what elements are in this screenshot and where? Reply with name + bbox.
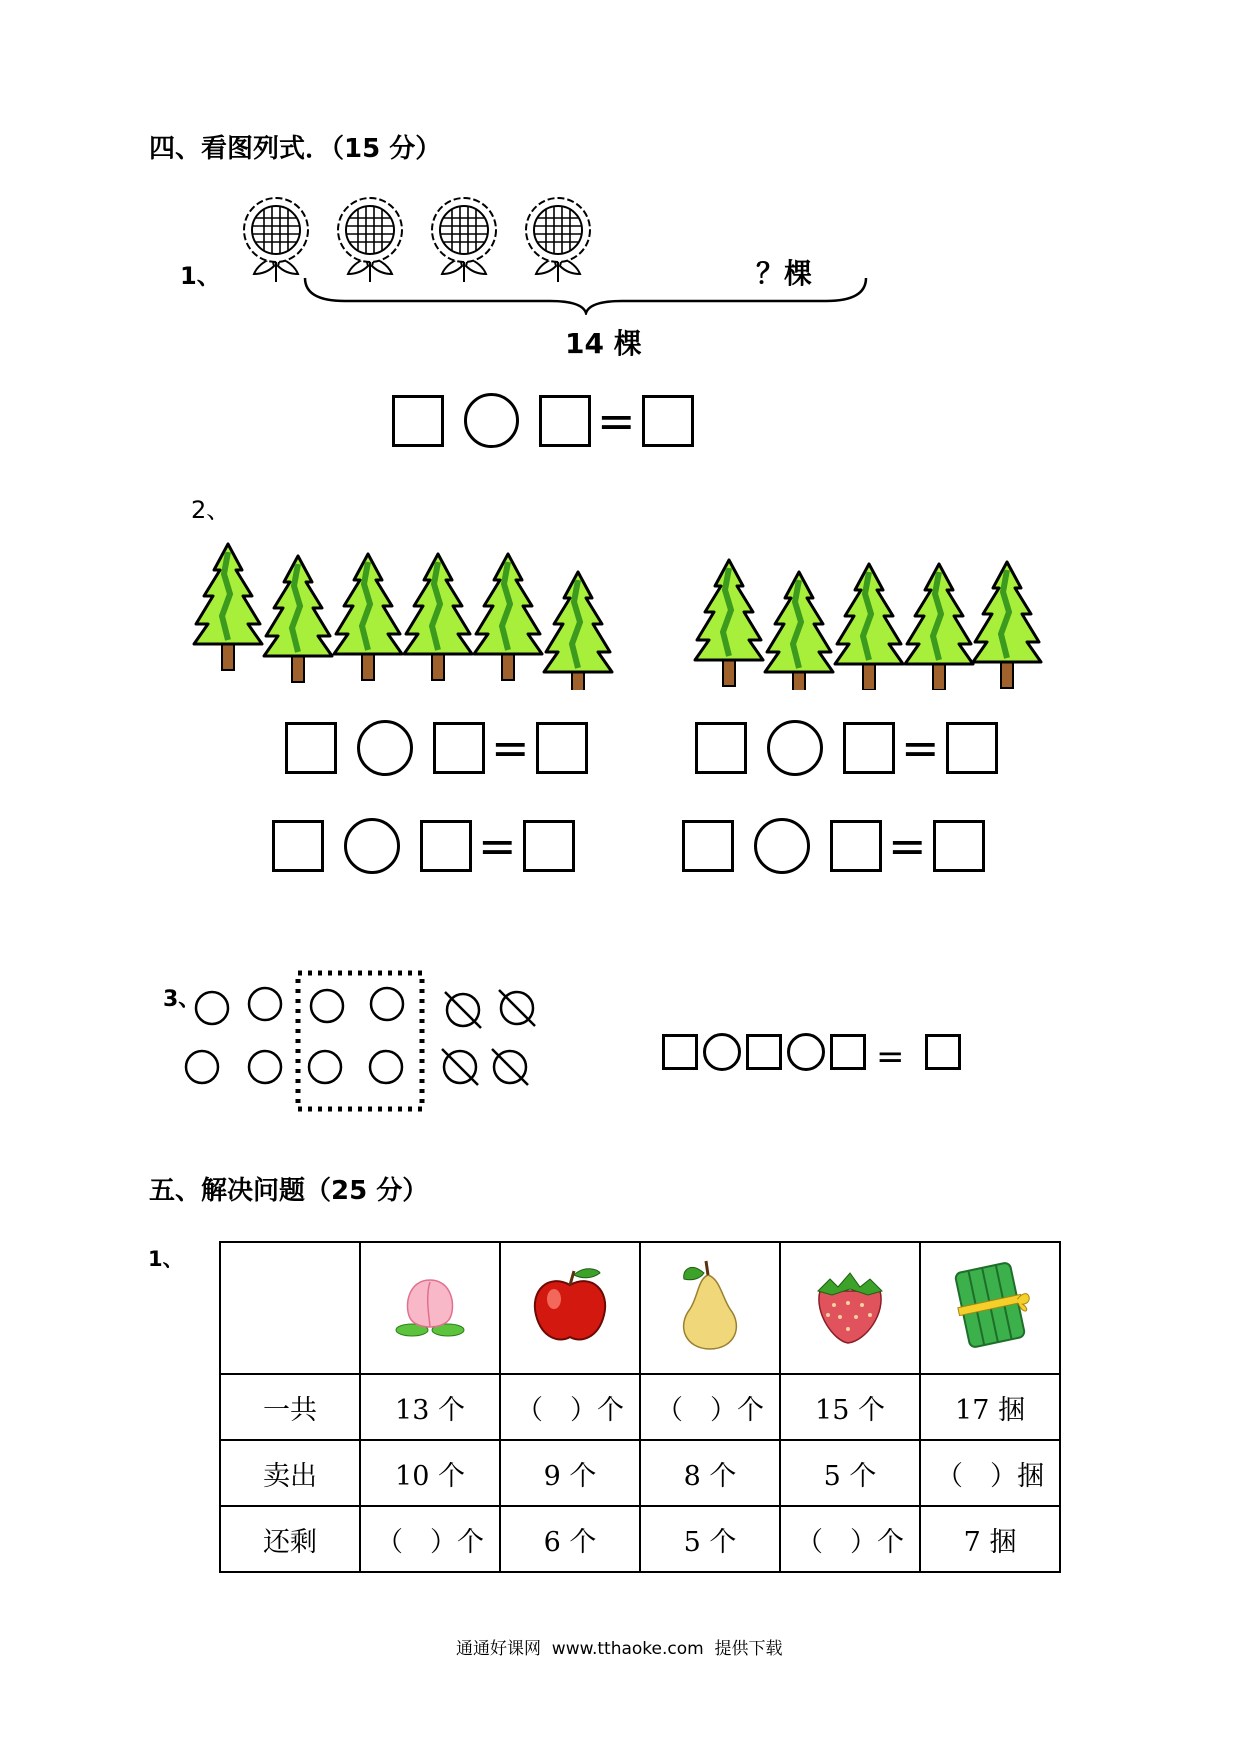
answer-box[interactable]: [433, 722, 485, 774]
table-cell[interactable]: （ ）个: [500, 1374, 640, 1440]
q2-equation-3: [272, 818, 575, 874]
sunflower-icon: [432, 198, 496, 282]
peach-icon: [390, 1270, 470, 1340]
circle-mark: [311, 990, 343, 1022]
operator-circle[interactable]: [754, 818, 810, 874]
table-row: [220, 1440, 1060, 1506]
circles-diagram: [180, 970, 550, 1115]
answer-box[interactable]: [843, 722, 895, 774]
answer-box[interactable]: [830, 1034, 866, 1070]
pear-icon: [668, 1257, 752, 1353]
scallion-bundle-icon: [948, 1257, 1032, 1353]
peach-cell: [360, 1242, 500, 1374]
table-cell[interactable]: （ ）个: [780, 1506, 920, 1572]
trees-group-left: [185, 540, 625, 690]
circle-mark: [370, 1051, 402, 1083]
equals-sign: =: [901, 721, 940, 775]
table-cell[interactable]: （ ）捆: [920, 1440, 1060, 1506]
empty-corner-cell: [220, 1242, 360, 1374]
equals-sign: =: [597, 393, 636, 448]
answer-box[interactable]: [285, 722, 337, 774]
circle-mark: [186, 1051, 218, 1083]
q1-number: 1、: [180, 262, 221, 290]
equals-sign: =: [478, 819, 517, 873]
answer-box[interactable]: [536, 722, 588, 774]
operator-circle[interactable]: [767, 720, 823, 776]
answer-box[interactable]: [695, 722, 747, 774]
strawberry-cell: [780, 1242, 920, 1374]
section-4-title: 四、看图列式．（15 分）: [149, 134, 442, 164]
answer-box[interactable]: [830, 820, 882, 872]
scallion-cell: [920, 1242, 1060, 1374]
table-cell: 13 个: [360, 1374, 500, 1440]
table-cell[interactable]: （ ）个: [640, 1374, 780, 1440]
answer-box[interactable]: [420, 820, 472, 872]
operator-circle[interactable]: [464, 393, 519, 448]
sunflower-icon: [244, 198, 308, 282]
table-cell[interactable]: （ ）个: [360, 1506, 500, 1572]
q1-equation: [392, 393, 694, 448]
q2-number: 2、: [191, 496, 231, 524]
q2-equation-1: [285, 720, 588, 776]
q3-number: 3、: [163, 987, 201, 1012]
answer-box[interactable]: [272, 820, 324, 872]
section-5-title: 五、解决问题（25 分）: [149, 1176, 429, 1206]
total-brace: [300, 275, 870, 315]
q1-total-label: 14 棵: [565, 327, 642, 360]
table-cell: 7 捆: [920, 1506, 1060, 1572]
table-row: [220, 1374, 1060, 1440]
q3-equation: [662, 1030, 961, 1077]
circle-mark: [196, 992, 228, 1024]
q1-question-label: ？棵: [756, 257, 813, 290]
table-cell: 9 个: [500, 1440, 640, 1506]
strawberry-icon: [808, 1263, 892, 1347]
q2-equation-2: [695, 720, 998, 776]
sunflower-icon: [338, 198, 402, 282]
q2-equation-4: [682, 818, 985, 874]
table-header-row: [220, 1242, 1060, 1374]
fruit-sales-table: [219, 1241, 1061, 1573]
circle-mark: [371, 988, 403, 1020]
answer-box[interactable]: [392, 395, 444, 447]
trees-group-right: [685, 540, 1045, 690]
answer-box[interactable]: [682, 820, 734, 872]
sunflower-icon: [526, 198, 590, 282]
answer-box[interactable]: [946, 722, 998, 774]
answer-box[interactable]: [933, 820, 985, 872]
answer-box[interactable]: [925, 1034, 961, 1070]
answer-box[interactable]: [642, 395, 694, 447]
row-label: 一共: [220, 1374, 360, 1440]
row-label: 还剩: [220, 1506, 360, 1572]
operator-circle[interactable]: [787, 1033, 825, 1071]
row-label: 卖出: [220, 1440, 360, 1506]
s5-q1-number: 1、: [148, 1247, 184, 1271]
circle-mark: [249, 988, 281, 1020]
table-cell: 8 个: [640, 1440, 780, 1506]
answer-box[interactable]: [662, 1034, 698, 1070]
answer-box[interactable]: [746, 1034, 782, 1070]
table-row: [220, 1506, 1060, 1572]
table-cell: 17 捆: [920, 1374, 1060, 1440]
table-cell: 15 个: [780, 1374, 920, 1440]
operator-circle[interactable]: [344, 818, 400, 874]
circle-mark: [309, 1051, 341, 1083]
table-cell: 5 个: [640, 1506, 780, 1572]
equals-sign: =: [491, 721, 530, 775]
apple-icon: [528, 1263, 612, 1347]
footer-text: 通通好课网 www.tthaoke.com 提供下载: [456, 1639, 783, 1659]
answer-box[interactable]: [523, 820, 575, 872]
answer-box[interactable]: [539, 395, 591, 447]
operator-circle[interactable]: [357, 720, 413, 776]
operator-circle[interactable]: [703, 1033, 741, 1071]
table-cell: 5 个: [780, 1440, 920, 1506]
equals-sign: =: [888, 819, 927, 873]
apple-cell: [500, 1242, 640, 1374]
table-cell: 10 个: [360, 1440, 500, 1506]
circle-mark: [249, 1051, 281, 1083]
table-cell: 6 个: [500, 1506, 640, 1572]
pear-cell: [640, 1242, 780, 1374]
equals-sign: =: [876, 1037, 905, 1077]
